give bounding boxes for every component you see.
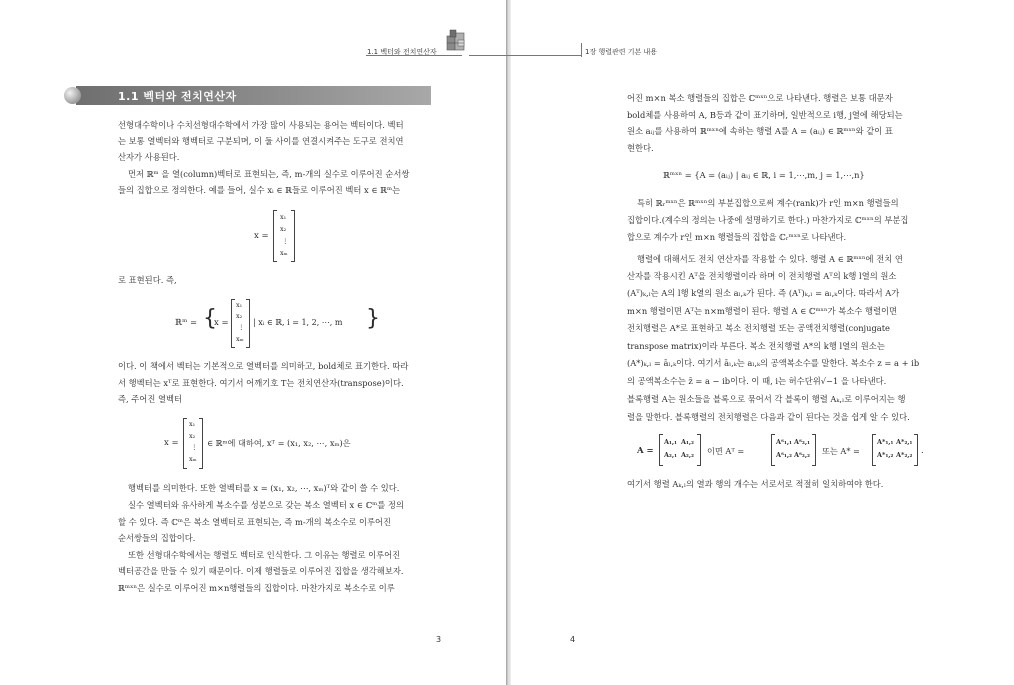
paragraph-line: 산자를 작용시킨 Aᵀ을 전치행렬이라 하며 이 전치행렬 Aᵀ의 k행 l열의 원소	[627, 271, 897, 281]
book-logo-icon	[444, 28, 470, 54]
vector-entry: x₁	[280, 213, 287, 221]
vector-entry: ⋮	[282, 237, 289, 245]
equation-set-condition: | xᵢ ∈ ℝ, i = 1, 2, ⋯, m	[253, 318, 343, 327]
block-entry: A₂,₁	[664, 451, 677, 459]
vector-entry: xₘ	[189, 455, 197, 463]
paragraph-line: 블록행렬 A는 원소들을 블록으로 묶어서 각 블록이 행렬 Aₖ,ₗ로 이루어지는 행	[627, 394, 906, 404]
block-entry: A*₂,₂	[896, 451, 913, 459]
section-title: 1.1 벡터와 전치연산자	[118, 90, 237, 103]
paragraph-line: 먼저 ℝᵐ 을 열(column)벡터로 표현되는, 즉, m-개의 실수로 이루어진 순서쌍	[128, 169, 410, 179]
paragraph-line: 이다. 이 책에서 벡터는 기본적으로 열벡터를 의미하고, bold체로 표기한다. 따라	[118, 361, 409, 371]
paragraph-line: 들의 집합으로 정의한다. 예를 들어, 실수 xᵢ ∈ ℝ들로 이루어진 벡터 x ∈ ℝᵐ는	[118, 185, 401, 195]
header-rule-divider	[581, 43, 582, 57]
bracket-right	[914, 434, 918, 466]
paragraph-line: 선형대수학이나 수치선형대수학에서 가장 많이 사용되는 용어는 벡터이다. 벡터	[118, 120, 404, 130]
running-header-right: 1장 행렬관련 기본 내용	[585, 48, 657, 56]
header-rule-left	[366, 55, 462, 56]
paragraph-line: 전치행렬은 A*로 표현하고 복소 전치행렬 또는 공액전치행렬(conjugate	[627, 323, 890, 333]
block-entry: A*₁,₂	[877, 451, 894, 459]
block-eq-or: 또는 A* =	[822, 446, 860, 456]
section-bullet-icon	[64, 87, 81, 104]
paragraph-line: 또한 선형대수학에서는 행렬도 벡터로 인식한다. 그 이유는 행렬로 이루어진	[128, 550, 401, 560]
block-entry: A*₁,₁	[877, 438, 894, 446]
equation-vector-lhs: x =	[254, 231, 269, 241]
equation-transpose-rhs: ∈ ℝᵐ에 대하여, xᵀ = (x₁, x₂, ⋯, xₘ)은	[207, 438, 351, 448]
paragraph-line: 행벡터를 의미한다. 또한 열벡터를 x = (x₁, x₂, ⋯, xₘ)ᵀ와 같이 쓸 수 있다.	[128, 483, 400, 493]
paragraph-line: 할 수 있다. 즉 ℂᵐ은 복소 열벡터로 표현되는, 즉 m-개의 복소수로 이루어진	[118, 517, 392, 527]
page-number-left: 3	[436, 635, 442, 644]
brace-right: }	[366, 306, 380, 331]
paragraph-line: transpose matrix)이라 부른다. 복소 전치행렬 A*의 k행 l열의 원소는	[627, 341, 885, 351]
block-eq-a-lhs: A =	[637, 446, 654, 456]
right-page	[511, 0, 1014, 685]
paragraph-line: 실수 열벡터와 유사하게 복소수를 성분으로 갖는 복소 열벡터 x ∈ ℂᵐ를 정의	[128, 500, 404, 510]
paragraph-line: 집합이다.(계수의 정의는 나중에 설명하기로 한다.) 마찬가지로 ℂᵐˣⁿ의 부분집	[627, 215, 909, 225]
paragraph-line: 는 보통 열벡터와 행벡터로 구분되며, 이 둘 사이를 연결시켜주는 도구로 전치연	[118, 136, 404, 146]
running-header-left: 1.1 벡터와 전치연산자	[367, 48, 437, 56]
brace-left: {	[203, 306, 217, 331]
bracket-left	[273, 210, 277, 262]
block-entry: Aᵀ₁,₂	[776, 451, 792, 459]
paragraph-line: ℝᵐˣⁿ은 실수로 이루어진 m×n행렬들의 집합이다. 마찬가지로 복소수로 이루	[118, 583, 395, 593]
bracket-right	[291, 210, 295, 262]
block-entry: Aᵀ₂,₂	[794, 451, 810, 459]
block-entry: Aᵀ₂,₁	[794, 438, 810, 446]
equation-transpose-lhs: x =	[164, 438, 179, 448]
paragraph-line: 서 행벡터는 xᵀ로 표현한다. 여기서 어깨기호 T는 전치연산자(transpose)이다.	[118, 378, 404, 388]
vector-entry: x₂	[280, 225, 287, 233]
paragraph-line: 어진 m×n 복소 행렬들의 집합은 ℂᵐˣⁿ으로 나타낸다. 행렬은 보통 대문자	[627, 93, 893, 103]
paragraph-line: 합으로 계수가 r인 m×n 행렬들의 집합을 ℂᵣᵐˣⁿ로 나타낸다.	[627, 232, 847, 242]
bracket-right	[246, 299, 250, 348]
header-rule-right	[469, 55, 581, 56]
left-page	[0, 0, 506, 685]
equation-matrix-set: ℝᵐˣⁿ = {A = (aᵢⱼ) | aᵢⱼ ∈ ℝ, i = 1,⋯,m, j = 1,⋯,n}	[663, 170, 865, 180]
paragraph-line: 로 표현된다. 즉,	[118, 275, 177, 285]
vector-entry: x₂	[236, 312, 243, 320]
paragraph-line: bold체를 사용하여 A, B등과 같이 표기하며, 일반적으로 i행, j열에 해당되는	[627, 110, 903, 120]
bracket-left	[872, 434, 876, 466]
block-entry: Aᵀ₁,₁	[776, 438, 792, 446]
paragraph-line: 산자가 사용된다.	[118, 152, 180, 162]
block-entry: A₁,₁	[664, 438, 677, 446]
paragraph-line: 벡터공간을 만들 수 있기 때문이다. 이제 행렬들로 이루어진 집합을 생각해보자.	[118, 566, 404, 576]
bracket-right	[812, 434, 816, 466]
paragraph-line: 행렬에 대해서도 전치 연산자를 작용할 수 있다. 행렬 A ∈ ℝᵐˣⁿ에 전치 연	[637, 254, 903, 264]
paragraph-line: 현한다.	[627, 143, 654, 153]
vector-entry: xₘ	[236, 335, 244, 343]
bracket-left	[231, 299, 235, 348]
bracket-right	[697, 434, 701, 466]
paragraph-line: (A*)ₖ,ₗ = āₗ,ₖ이다. 여기서 āₗ,ₖ는 aₗ,ₖ의 공액복소수를 말한다. 복소수 z = a + ib	[627, 358, 920, 368]
paragraph-line: 원소 aᵢⱼ를 사용하여 ℝᵐˣⁿ에 속하는 행렬 A를 A = (aᵢⱼ) ∈ ℝᵐˣⁿ와 같이 표	[627, 126, 893, 136]
block-entry: A*₂,₁	[896, 438, 913, 446]
paragraph-line: (Aᵀ)ₖ,ₗ는 A의 l행 k열의 원소 aₗ,ₖ가 된다. 즉 (Aᵀ)ₖ,ₗ = aₗ,ₖ이다. 따라서 A가	[627, 288, 900, 298]
bracket-right	[199, 418, 203, 469]
page-number-right: 4	[570, 635, 576, 644]
block-eq-then: 이면 Aᵀ =	[707, 446, 745, 456]
paragraph-line: m×n 행렬이면 Aᵀ는 n×m행렬이 된다. 행렬 A ∈ ℂᵐˣⁿ가 복소수 행렬이면	[627, 306, 898, 316]
vector-entry: x₁	[236, 301, 243, 309]
vector-entry: ⋮	[191, 443, 198, 451]
paragraph-line: 렬을 말한다. 블록행렬의 전치행렬은 다음과 같이 된다는 것을 쉽게 알 수 있다.	[627, 412, 910, 422]
vector-entry: ⋮	[238, 323, 245, 331]
paragraph-line: 즉, 주어진 열벡터	[118, 394, 183, 404]
block-entry: A₁,₂	[681, 438, 694, 446]
paragraph-line: 의 공액복소수는 z̄ = a − ib이다. 이 때, i는 허수단위√−1 을 나타낸다.	[627, 376, 887, 386]
equation-set-lhs: ℝᵐ =	[175, 318, 198, 328]
block-eq-end: .	[921, 446, 924, 456]
paragraph-line: 여기서 행렬 Aₖ,ₗ의 열과 행의 개수는 서로서로 적절히 일치하여야 한다.	[627, 479, 884, 489]
equation-set-x: x =	[214, 318, 229, 328]
bracket-left	[659, 434, 663, 466]
block-entry: A₂,₂	[681, 451, 694, 459]
paragraph-line: 특히 ℝᵣᵐˣⁿ은 ℝᵐˣⁿ의 부분집합으로써 계수(rank)가 r인 m×n 행렬들의	[637, 198, 899, 208]
vector-entry: xₘ	[280, 249, 288, 257]
bracket-left	[771, 434, 775, 466]
vector-entry: x₁	[189, 420, 196, 428]
paragraph-line: 순서쌍들의 집합이다.	[118, 533, 196, 543]
vector-entry: x₂	[189, 432, 196, 440]
bracket-left	[183, 418, 187, 469]
